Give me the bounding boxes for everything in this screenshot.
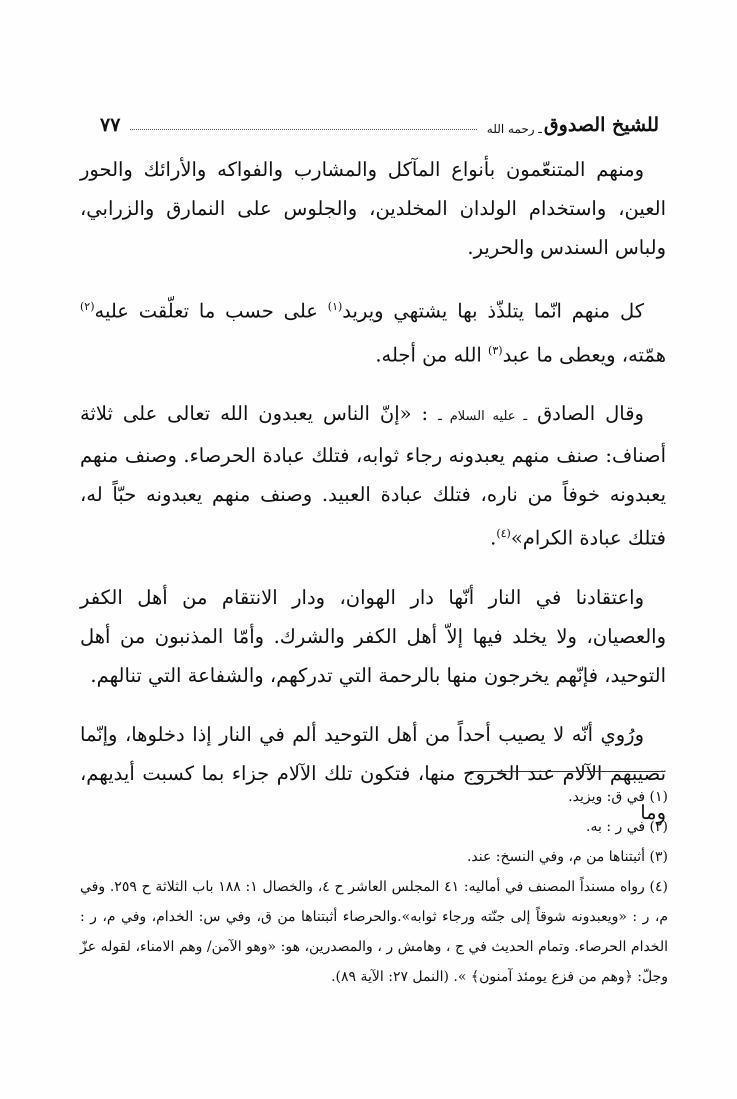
running-header [100,104,659,136]
main-text [80,150,666,852]
footnote-divider [470,771,665,772]
footnote-ref: (٣) [488,343,503,357]
footnote: (٤) رواه مسنداً المصنف في أماليه: ٤١ المجلس العاشر ح ٤، والخصال ١: ١٨٨ باب الثلاثة ح ٢٥٩. وفي م، ر : «ويعبدونه شوقاً إلى جنّته ورجاء ثوابه».والحرصاء أثبتناها من ق، وفي س: الخدام، وفي م، ر : الخدام الحرصاء. وتمام الحديث في ج ، وهامش ر ، والمصدرين، هو: «وهو الآمن/ وهم الامناء، لقوله عزّ وجلّ: ﴿وهم من فزع يومئذ آمنون﴾ ». (النمل ٢٧: الآية ٨٩). [80,879,668,985]
header-dotted-leader [130,129,476,130]
paragraph-text: على حسب ما تعلّقت عليه [94,299,328,323]
header-title: للشيخ الصدوق [543,114,659,136]
footnotes [80,782,668,992]
paragraph [80,287,666,374]
paragraph-text: واعتقادنا في النار أنّها دار الهوان، ودار الانتقام من أهل الكفر والعصيان، ولا يخلد فيها إلاّ أهل الكفر والشرك. وأمّا المذنبون من أهل التوحيد، فإنّهم يخرجون منها بالرحمة التي تدركهم، والشفاعة التي تنالهم. [80,585,666,687]
paragraph [80,150,666,267]
footnote: (١) في ق: ويزيد. [568,789,668,805]
paragraph-text: كل منهم انّما يتلذّذ بها يشتهي ويريد [342,299,644,323]
footnote-ref: (٤) [496,527,511,540]
page-number: ٧٧ [100,114,121,136]
paragraph [80,578,666,695]
honorific: ـ عليه السلام ـ [438,409,528,424]
footnote-ref: (١) [327,300,343,313]
paragraph-text: همّته، ويعطى ما عبد [502,343,666,366]
footnote-ref: (٢) [80,300,95,313]
paragraph-text: . [490,526,497,550]
header-subtitle: ـ رحمه الله [486,122,542,136]
paragraph-text: وقال الصادق [527,402,644,425]
paragraph-text: الله من أجله. [375,343,489,366]
footnote: (٢) في ر : به. [586,819,668,835]
footnote: (٣) أثبتناها من م، وفي النسخ: عند. [466,849,668,865]
paragraph-text: : «إنّ الناس يعبدون الله تعالى على ثلاثة أصناف: صنف منهم يعبدونه رجاء ثوابه، فتلك عبادة الحرصاء. وصنف منهم يعبدونه خوفاً من ناره، فتلك عبادة العبيد. وصنف منهم يعبدونه حبّاً له، فتلك عبادة الكرام» [80,402,666,550]
paragraph-text: ومنهم المتنعّمون بأنواع المآكل والمشارب والفواكه والأرائك والحور العين، واستخدام الولدان المخلدين، والجلوس على النمارق والزرابي، ولباس السندس والحرير. [80,158,666,259]
paragraph [80,394,666,558]
paragraph-text: ورُوي أنّه لا يصيب أحداً من أهل التوحيد ألم في النار إذا دخلوها، وإنّما تصيبهم الآلام عند الخروج منها، فتكون تلك الآلام جزاء بما كسبت أيديهم، وما [80,722,666,824]
